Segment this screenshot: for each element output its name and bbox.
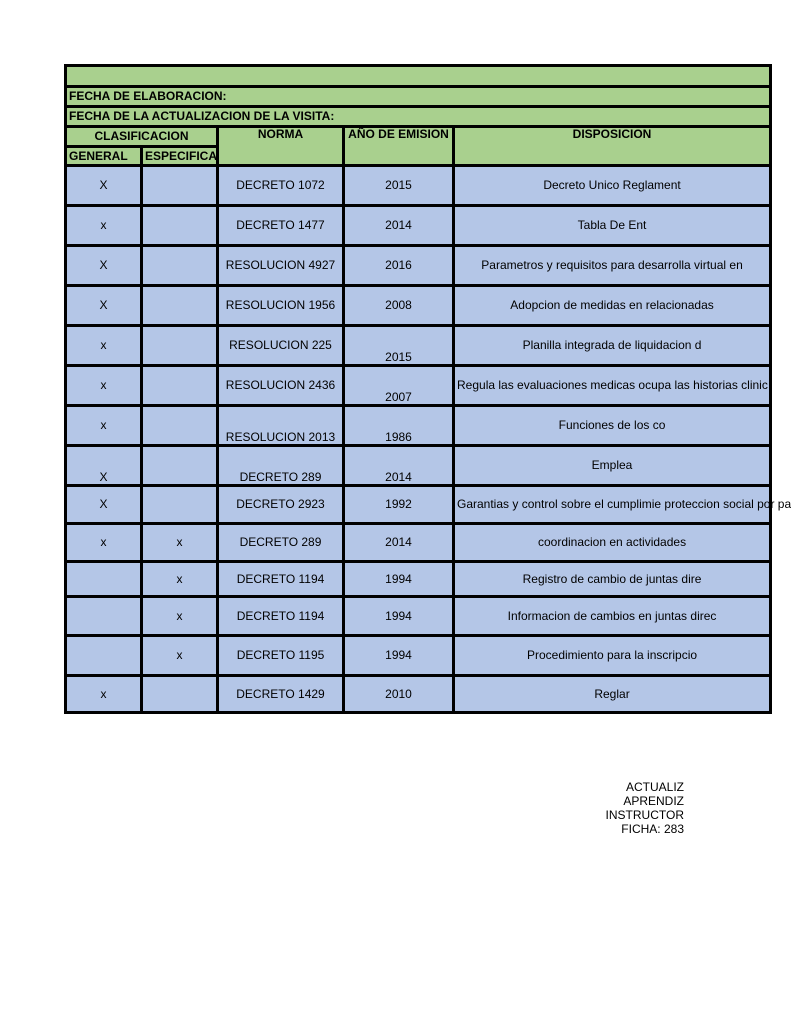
norma-cell[interactable]: RESOLUCION 1956 (218, 286, 344, 326)
table-row (66, 597, 771, 636)
anio-cell[interactable]: 1994 (344, 597, 454, 636)
disposicion-cell[interactable]: Regula las evaluaciones medicas ocupa las historias clinic (454, 366, 771, 406)
disposicion-cell[interactable]: Informacion de cambios en juntas direc (454, 597, 771, 636)
especifica-cell[interactable] (142, 326, 218, 366)
anio-cell[interactable]: 2014 (344, 524, 454, 562)
norma-header[interactable]: NORMA (218, 127, 344, 166)
disposicion-cell[interactable]: Garantias y control sobre el cumplimie proteccion social por pa (454, 486, 771, 524)
anio-cell[interactable]: 2015 (344, 166, 454, 206)
footer-signature-block (600, 780, 684, 836)
general-cell[interactable]: x (66, 524, 142, 562)
table-row (66, 166, 771, 206)
especifica-cell[interactable]: x (142, 562, 218, 597)
general-cell[interactable]: X (66, 446, 142, 486)
especifica-cell[interactable] (142, 486, 218, 524)
especifica-cell[interactable] (142, 246, 218, 286)
norma-cell[interactable]: RESOLUCION 2013 (218, 406, 344, 446)
general-cell[interactable]: x (66, 206, 142, 246)
normative-matrix-sheet (64, 64, 791, 715)
especifica-cell[interactable] (142, 406, 218, 446)
fecha-actualizacion-label[interactable]: FECHA DE LA ACTUALIZACION DE LA VISITA: (66, 107, 771, 127)
norma-cell[interactable]: DECRETO 2923 (218, 486, 344, 524)
table-row (66, 366, 771, 406)
title-row (66, 66, 771, 87)
disposicion-cell[interactable]: Decreto Unico Reglament (454, 166, 771, 206)
especifica-cell[interactable] (142, 286, 218, 326)
table-row (66, 486, 771, 524)
norma-cell[interactable]: DECRETO 1194 (218, 562, 344, 597)
disposicion-cell[interactable]: Planilla integrada de liquidacion d (454, 326, 771, 366)
table-row (66, 562, 771, 597)
table-row (66, 524, 771, 562)
general-cell[interactable] (66, 597, 142, 636)
disposicion-cell[interactable]: Funciones de los co (454, 406, 771, 446)
disposicion-cell[interactable]: Procedimiento para la inscripcio (454, 636, 771, 676)
general-cell[interactable]: X (66, 286, 142, 326)
table-row (66, 636, 771, 676)
anio-cell[interactable]: 1994 (344, 562, 454, 597)
especifica-cell[interactable]: x (142, 597, 218, 636)
disposicion-cell[interactable]: Emplea (454, 446, 771, 486)
table-row (66, 406, 771, 446)
fecha-actualizacion-row (66, 107, 771, 127)
especifica-cell[interactable] (142, 206, 218, 246)
norma-cell[interactable]: RESOLUCION 2436 (218, 366, 344, 406)
disposicion-cell[interactable]: Parametros y requisitos para desarrolla virtual en (454, 246, 771, 286)
general-header[interactable]: GENERAL (66, 147, 142, 166)
general-cell[interactable]: X (66, 166, 142, 206)
table-row (66, 446, 771, 486)
general-cell[interactable]: x (66, 676, 142, 713)
general-cell[interactable] (66, 636, 142, 676)
especifica-cell[interactable] (142, 446, 218, 486)
footer-line-aprendiz: APRENDIZ (623, 794, 684, 808)
anio-cell[interactable]: 2014 (344, 206, 454, 246)
norma-cell[interactable]: DECRETO 1195 (218, 636, 344, 676)
norma-cell[interactable]: DECRETO 289 (218, 524, 344, 562)
general-cell[interactable]: x (66, 406, 142, 446)
especifica-header[interactable]: ESPECIFICA (142, 147, 218, 166)
norma-cell[interactable]: DECRETO 1477 (218, 206, 344, 246)
general-cell[interactable]: X (66, 486, 142, 524)
general-cell[interactable] (66, 562, 142, 597)
clasificacion-header[interactable]: CLASIFICACION (66, 127, 218, 147)
fecha-elaboracion-label[interactable]: FECHA DE ELABORACION: (66, 87, 771, 107)
norma-cell[interactable]: DECRETO 1072 (218, 166, 344, 206)
footer-line-actualiz: ACTUALIZ (625, 780, 684, 794)
disposicion-cell[interactable]: coordinacion en actividades (454, 524, 771, 562)
especifica-cell[interactable] (142, 366, 218, 406)
norma-cell[interactable]: RESOLUCION 4927 (218, 246, 344, 286)
anio-cell[interactable]: 1992 (344, 486, 454, 524)
footer-line-instructor: INSTRUCTOR (605, 808, 684, 822)
general-cell[interactable]: X (66, 246, 142, 286)
title-cell[interactable] (66, 66, 771, 87)
anio-cell[interactable]: 2007 (344, 366, 454, 406)
disposicion-header[interactable]: DISPOSICION (454, 127, 771, 166)
anio-cell[interactable]: 2016 (344, 246, 454, 286)
anio-cell[interactable]: 1986 (344, 406, 454, 446)
fecha-elaboracion-row (66, 87, 771, 107)
table-row (66, 246, 771, 286)
table-row (66, 326, 771, 366)
footer-line-ficha: FICHA: 283 (621, 822, 684, 836)
anio-cell[interactable]: 2008 (344, 286, 454, 326)
disposicion-cell[interactable]: Registro de cambio de juntas dire (454, 562, 771, 597)
especifica-cell[interactable]: x (142, 636, 218, 676)
norma-cell[interactable]: RESOLUCION 225 (218, 326, 344, 366)
disposicion-cell[interactable]: Tabla De Ent (454, 206, 771, 246)
general-cell[interactable]: x (66, 366, 142, 406)
especifica-cell[interactable]: x (142, 524, 218, 562)
anio-cell[interactable]: 2015 (344, 326, 454, 366)
anio-cell[interactable]: 2014 (344, 446, 454, 486)
anio-cell[interactable]: 1994 (344, 636, 454, 676)
especifica-cell[interactable] (142, 676, 218, 713)
especifica-cell[interactable] (142, 166, 218, 206)
norma-cell[interactable]: DECRETO 1194 (218, 597, 344, 636)
table-row (66, 206, 771, 246)
disposicion-cell[interactable]: Reglar (454, 676, 771, 713)
general-cell[interactable]: x (66, 326, 142, 366)
disposicion-cell[interactable]: Adopcion de medidas en relacionadas (454, 286, 771, 326)
norma-cell[interactable]: DECRETO 1429 (218, 676, 344, 713)
anio-cell[interactable]: 2010 (344, 676, 454, 713)
table-row (66, 676, 771, 713)
table-row (66, 286, 771, 326)
norma-cell[interactable]: DECRETO 289 (218, 446, 344, 486)
anio-header[interactable]: AÑO DE EMISION (344, 127, 454, 166)
normative-matrix-table (64, 64, 791, 714)
column-header-row (66, 127, 771, 147)
